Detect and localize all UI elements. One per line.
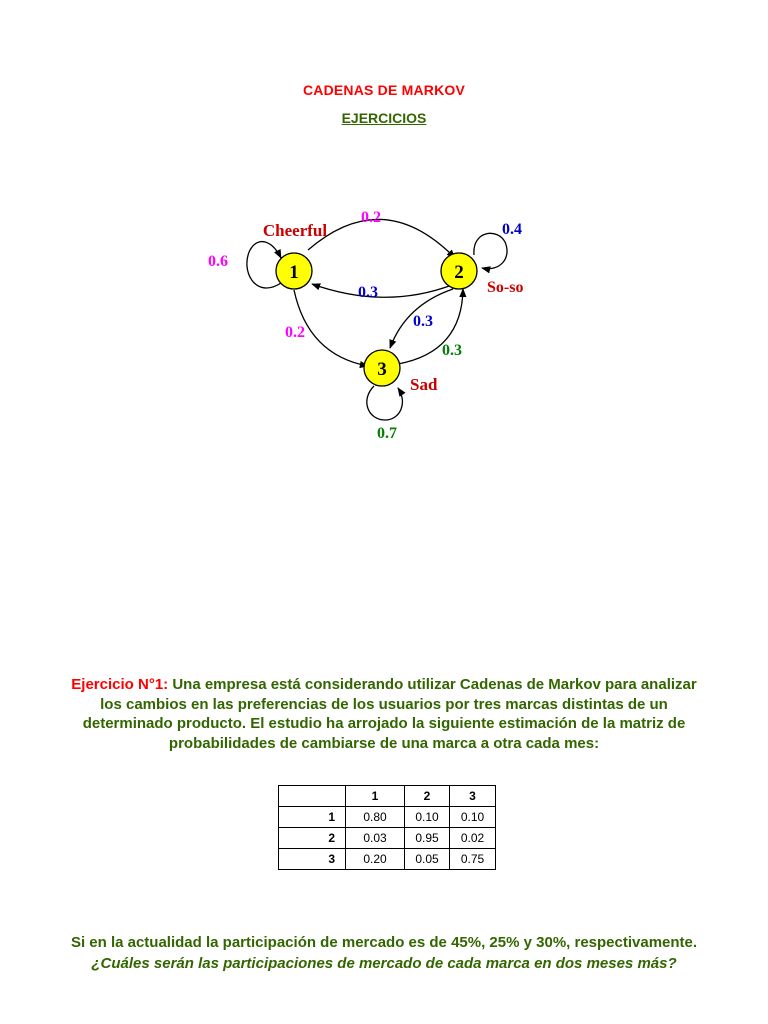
exercise-text: Una empresa está considerando utilizar Cadenas de Markov para analizar los cambios en las preferencias de los usuarios por tres marcas distintas de un determinado producto. El estudio ha arrojado la siguiente estimación de la matriz de probabilidades de cambiarse de una marca a otra cada mes: <box>82 676 697 752</box>
matrix-row-header: 3 <box>279 849 346 870</box>
edge-1-to-3 <box>294 290 368 366</box>
matrix-cell: 0.03 <box>346 828 405 849</box>
matrix-col-header: 1 <box>346 786 405 807</box>
page-subtitle: EJERCICIOS <box>341 110 427 126</box>
prob-2-1: 0.3 <box>358 284 378 301</box>
prob-1-1: 0.6 <box>208 253 228 270</box>
matrix-col-header: 2 <box>405 786 450 807</box>
matrix-cell: 0.02 <box>450 828 496 849</box>
prob-1-2: 0.2 <box>361 209 381 226</box>
node-2 <box>441 253 477 289</box>
prob-2-2: 0.4 <box>502 221 522 238</box>
matrix-cell: 0.75 <box>450 849 496 870</box>
state-name-sad: Sad <box>410 375 438 394</box>
matrix-row <box>279 807 496 828</box>
question-text: Si en la actualidad la participación de mercado es de 45%, 25% y 30%, respectivamente. <box>70 934 698 951</box>
question-emphasis: ¿Cuáles serán las participaciones de mercado de cada marca en dos meses más? <box>91 955 677 972</box>
loop-3 <box>367 386 403 420</box>
node-3-label: 3 <box>377 359 387 380</box>
node-3 <box>364 350 400 386</box>
state-name-cheerful: Cheerful <box>262 221 328 240</box>
markov-state-diagram <box>0 0 768 460</box>
loop-2 <box>474 233 507 268</box>
edge-1-to-2 <box>308 219 455 258</box>
state-name-so-so: So-so <box>487 279 524 296</box>
prob-1-3: 0.2 <box>285 324 305 341</box>
matrix-col-header: 3 <box>450 786 496 807</box>
matrix-header-row <box>279 786 496 807</box>
exercise-statement <box>60 675 708 753</box>
transition-matrix <box>278 785 496 870</box>
matrix-row <box>279 849 496 870</box>
matrix-row <box>279 828 496 849</box>
matrix-cell: 0.05 <box>405 849 450 870</box>
node-1-label: 1 <box>289 262 299 283</box>
prob-3-3: 0.7 <box>377 425 397 442</box>
matrix-row-header: 1 <box>279 807 346 828</box>
node-2-label: 2 <box>454 262 464 283</box>
prob-3-2: 0.3 <box>442 342 462 359</box>
exercise-question <box>60 932 708 974</box>
edge-2-to-1 <box>312 284 452 297</box>
matrix-cell: 0.80 <box>346 807 405 828</box>
matrix-row-header: 2 <box>279 828 346 849</box>
matrix-cell: 0.95 <box>405 828 450 849</box>
matrix-cell: 0.10 <box>405 807 450 828</box>
prob-2-3: 0.3 <box>413 313 433 330</box>
node-1 <box>276 253 312 289</box>
matrix-cell: 0.10 <box>450 807 496 828</box>
matrix-corner-cell <box>279 786 346 807</box>
page-title: CADENAS DE MARKOV <box>302 82 466 98</box>
matrix-cell: 0.20 <box>346 849 405 870</box>
exercise-heading: Ejercicio N°1: <box>71 676 169 693</box>
loop-1 <box>247 242 281 288</box>
